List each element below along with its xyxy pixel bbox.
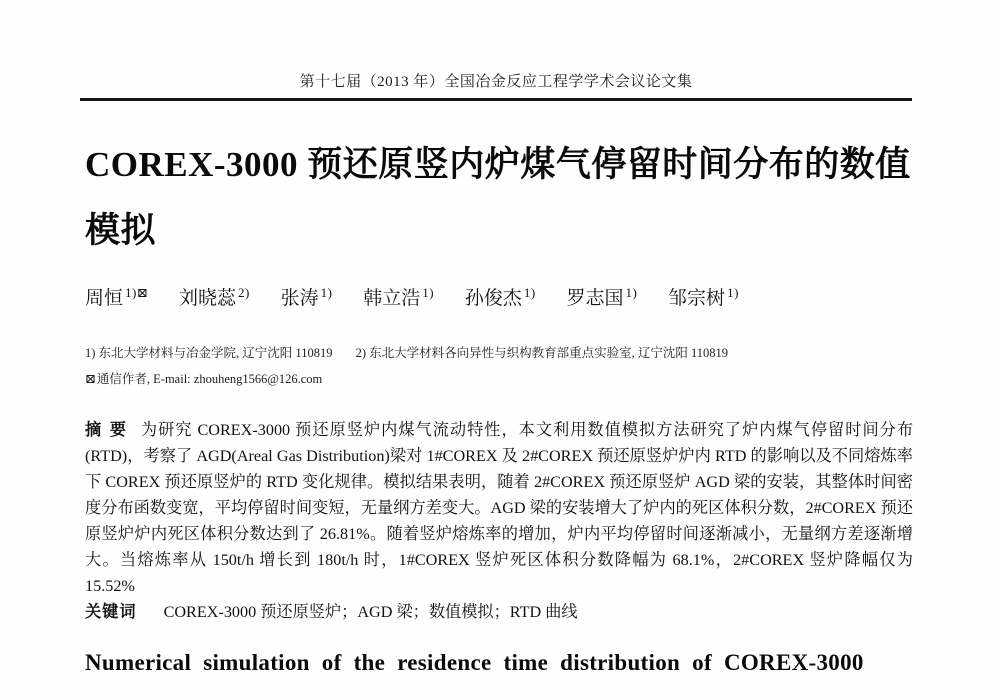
correspondence-line xyxy=(85,369,685,387)
author xyxy=(566,284,638,309)
abstract-text: 为研究 COREX-3000 预还原竖炉内煤气流动特性，本文利用数值模拟方法研究了炉内煤气停留时间分布(RTD)，考察了 AGD(Areal Gas Distribution)梁对 1#COREX 及 2#COREX 预还原竖炉炉内 RTD 的影响以及不同熔炼率下 COREX 预还原竖炉的 RTD 变化规律。模拟结果表明，随着 2#COREX 预还原竖炉 AGD 梁的安装，其整体时间密度分布函数变宽，平均停留时间变短，无量纲方差变大。AGD 梁的安装增大了炉内的死区体积分数，2#COREX 预还原竖炉炉内死区体积分数达到了 26.81%。随着竖炉熔炼率的增加，炉内平均停留时间逐渐减小，无量纲方差逐渐增大。当熔炼率从 150t/h 增长到 180t/h 时，1#COREX 竖炉死区体积分数降幅为 68.1%，2#COREX 竖炉降幅仅为 15.52% xyxy=(85,421,914,595)
conference-header: 第十七届（2013 年）全国冶金反应工程学学术会议论文集 xyxy=(80,70,912,101)
author-affil-mark: 1)⊠ xyxy=(125,284,149,300)
abstract-section xyxy=(85,417,913,625)
author-name: 孙俊杰 xyxy=(464,288,522,309)
author-list xyxy=(85,283,925,310)
correspondence-text: 通信作者, E-mail: zhouheng1566@126.com xyxy=(96,372,323,386)
author-name: 周恒 xyxy=(85,288,124,309)
paper-title-line2: 模拟 xyxy=(85,211,157,250)
abstract-paragraph xyxy=(85,417,913,599)
affiliation-1: 1) 东北大学材料与冶金学院, 辽宁沈阳 110819 xyxy=(85,346,333,360)
keywords-label: 关键词 xyxy=(85,603,137,621)
envelope-icon: ⊠ xyxy=(85,371,96,386)
keywords-text: COREX-3000 预还原竖炉；AGD 梁；数值模拟；RTD 曲线 xyxy=(163,603,578,621)
author xyxy=(464,284,536,309)
author xyxy=(280,284,333,309)
author-affil-mark: 2) xyxy=(238,284,250,300)
author xyxy=(179,284,250,309)
affiliation-list xyxy=(85,343,930,361)
author xyxy=(668,284,739,309)
author-affil-mark: 1) xyxy=(320,284,333,300)
paper-title xyxy=(85,132,917,264)
author-name: 韩立浩 xyxy=(363,288,421,309)
keywords-line xyxy=(85,599,913,625)
author xyxy=(85,284,149,309)
author-name: 罗志国 xyxy=(566,288,624,309)
author-affil-mark: 1) xyxy=(727,284,739,300)
paper-title-line1: COREX-3000 预还原竖内炉煤气停留时间分布的数值 xyxy=(85,145,911,184)
author xyxy=(363,284,435,309)
english-title: Numerical simulation of the residence time distribution of COREX-3000 xyxy=(85,650,864,675)
author-affil-mark: 1) xyxy=(625,284,638,300)
author-affil-mark: 1) xyxy=(523,284,536,300)
author-name: 刘晓蕊 xyxy=(179,288,237,309)
abstract-label: 摘 要 xyxy=(85,421,128,439)
author-name: 邹宗树 xyxy=(668,288,726,309)
author-name: 张涛 xyxy=(280,288,319,309)
author-affil-mark: 1) xyxy=(422,284,435,300)
affiliation-2: 2) 东北大学材料各向异性与织构教育部重点实验室, 辽宁沈阳 110819 xyxy=(355,346,729,360)
